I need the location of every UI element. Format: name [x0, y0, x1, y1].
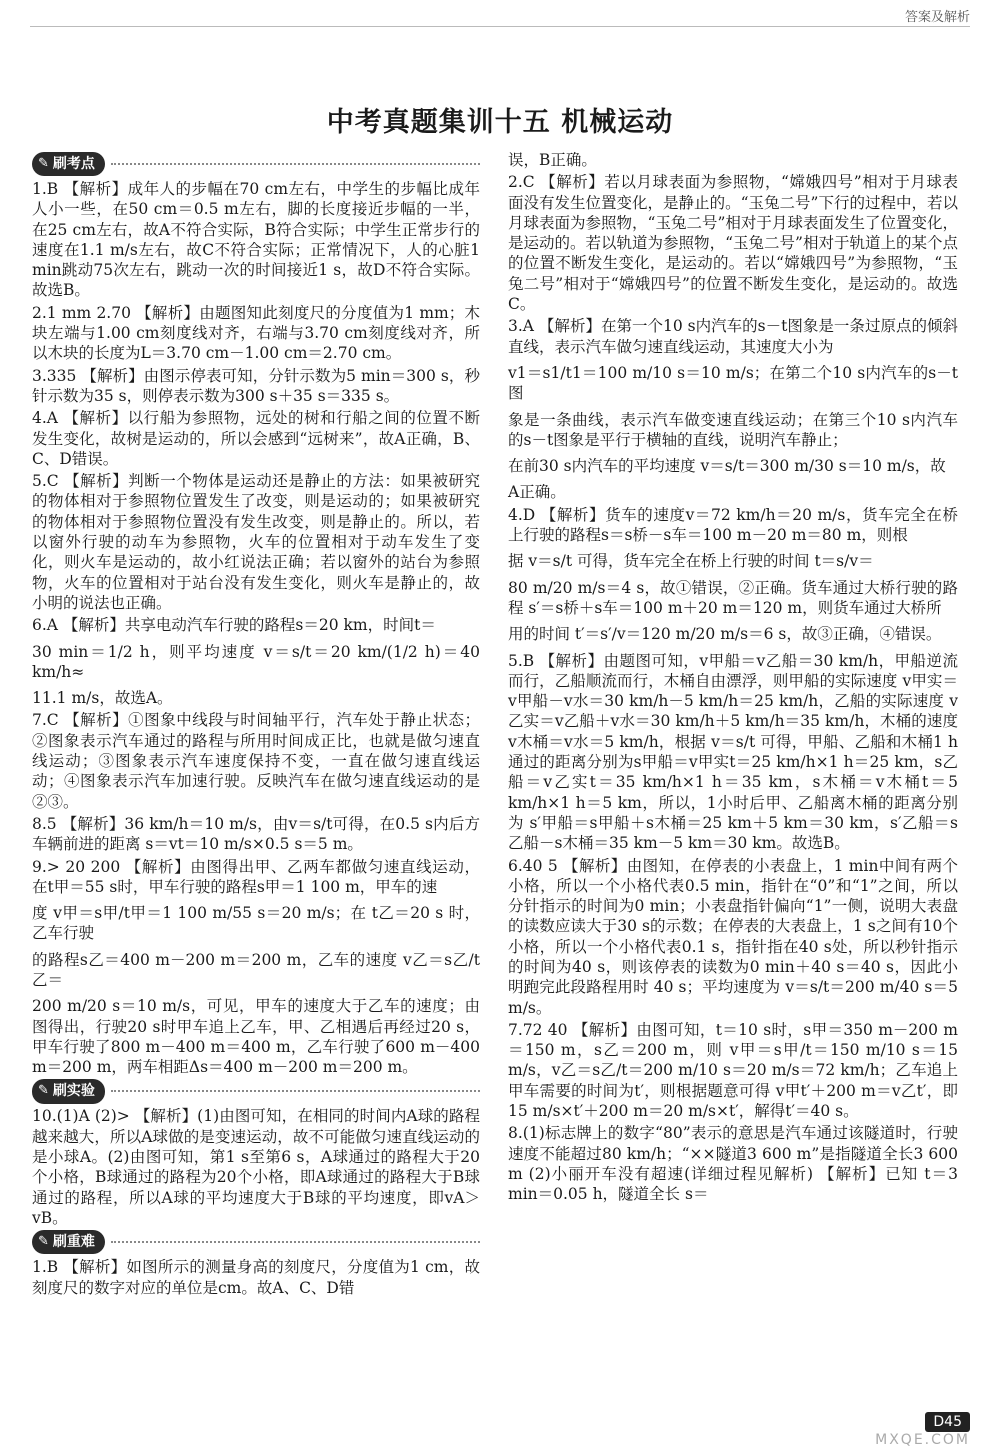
header-tag: 答案及解析: [904, 10, 970, 25]
answer-item: 80 m/20 m/s＝4 s，故①错误，②正确。货车通过大桥行驶的路程 s′＝s桥＋s车＝100 m＋20 m＝120 m，则货车通过大桥所: [508, 578, 958, 617]
answer-item: 据 v＝s/t 可得，货车完全在桥上行驶的时间 t＝s/v＝: [508, 552, 874, 571]
answer-item: 7.C 【解析】①图象中线段与时间轴平行，汽车处于静止状态；②图象表示汽车通过的路程与所用时间成正比，也就是做匀速直线运动；③图象表示汽车速度保持不变，一直在做匀速直线运动；④图象表示汽车加速行驶。反映汽车在做匀速直线运动的是②③。: [32, 711, 480, 811]
answer-item: 1.B 【解析】成年人的步幅在70 cm左右，中学生的步幅比成年人小一些，在50 cm＝0.5 m左右，脚的长度接近步幅的一半，在25 cm左右，故A不符合实际，B符合实际；中学生正常步行的速度在1.1 m/s左右，故C不符合实际；正常情况下，人的心脏1 min跳动75次左右，跳动一次的时间接近1 s，故D不符合实际。故选B。: [32, 180, 480, 300]
answer-item: 度 v甲＝s甲/t甲＝1 100 m/55 s＝20 m/s；在 t乙＝20 s 时，乙车行驶: [32, 904, 480, 943]
answer-item: 1.B 【解析】如图所示的测量身高的刻度尺，分度值为1 cm，故刻度尺的数字对应的单位是cm。故A、C、D错: [32, 1258, 480, 1297]
dotted-divider: [111, 163, 480, 165]
page-number: D45: [925, 1412, 970, 1432]
header-divider: [30, 26, 970, 27]
answer-item: 30 min＝1/2 h，则平均速度 v＝s/t＝20 km/(1/2 h)＝40 km/h≈: [32, 642, 480, 681]
page-title: 中考真题集训十五 机械运动: [326, 107, 674, 138]
answer-item: 6.A 【解析】共享电动汽车行驶的路程s＝20 km，时间t＝: [32, 616, 436, 635]
section-header-shiyan: [32, 1079, 480, 1103]
answer-item: 误，B正确。: [508, 151, 597, 169]
answer-item: 2.C 【解析】若以月球表面为参照物，“嫦娥四号”相对于月球表面没有发生位置变化，是静止的。“玉兔二号”下行的过程中，若以月球表面为参照物，“玉兔二号”相对于月球表面发生了位置变化，是运动的。若以轨道为参照物，“玉兔二号”相对于轨道上的某个点的位置不断发生变化，是运动的。若以“嫦娥四号”为参照物，“玉兔二号”相对于“嫦娥四号”的位置不断发生变化，是运动的。故选C。: [508, 173, 958, 314]
section-badge: ✎ 刷考点: [32, 152, 105, 176]
answer-item: 的路程s乙＝400 m－200 m＝200 m，乙车的速度 v乙＝s乙/t乙＝: [32, 950, 480, 989]
answer-item: 8.(1)标志牌上的数字“80”表示的意思是汽车通过该隧道时，行驶速度不能超过80 km/h；“××隧道3 600 m”是指隧道全长3 600 m (2)小丽开车没有超速(详细过程见解析) 【解析】已知 t＝3 min＝0.05 h，隧道全长 s＝: [508, 1124, 958, 1204]
answer-item: 在前30 s内汽车的平均速度 v＝s/t＝300 m/30 s＝10 m/s，故: [508, 457, 946, 476]
answer-item: 11.1 m/s，故选A。: [32, 689, 173, 708]
watermark: MXQE.COM: [875, 1432, 970, 1448]
section-header-zhongnan: [32, 1230, 480, 1254]
answer-item: 3.A 【解析】在第一个10 s内汽车的s－t图象是一条过原点的倾斜直线，表示汽车做匀速直线运动，其速度大小为: [508, 317, 958, 356]
answer-item: 8.5 【解析】36 km/h＝10 m/s，由v＝s/t可得，在0.5 s内后方车辆前进的距离 s＝vt＝10 m/s×0.5 s＝5 m。: [32, 814, 480, 854]
answer-item: 象是一条曲线，表示汽车做变速直线运动；在第三个10 s内汽车的s－t图象是平行于横轴的直线，说明汽车静止；: [508, 410, 958, 449]
dotted-divider: [111, 1090, 480, 1092]
answer-item: 4.A 【解析】以行船为参照物，远处的树和行船之间的位置不断发生变化，故树是运动的，所以会感到“远树来”，故A正确，B、C、D错误。: [32, 409, 480, 468]
answer-item: 4.D 【解析】货车的速度v＝72 km/h＝20 m/s，货车完全在桥上行驶的路程s＝s桥－s车＝100 m－20 m＝80 m，则根: [508, 505, 958, 545]
answer-item: v1＝s1/t1＝100 m/10 s＝10 m/s；在第二个10 s内汽车的s－t图: [508, 363, 958, 403]
left-column: [32, 150, 480, 1300]
dotted-divider: [111, 1241, 480, 1243]
answer-item: A正确。: [508, 483, 566, 502]
answer-item: 3.335 【解析】由图示停表可知，分针示数为5 min＝300 s，秒针示数为35 s，则停表示数为300 s＋35 s＝335 s。: [32, 366, 480, 405]
answer-item: 7.72 40 【解析】由图可知，t＝10 s时，s甲＝350 m－200 m＝150 m，s乙＝200 m，则 v甲＝s甲/t＝150 m/10 s＝15 m/s，v乙＝s乙/t＝200 m/10 s＝20 m/s＝72 km/h；乙车追上甲车需要的时间为t′，则根据题意可得 v甲t′＋200 m＝v乙t′，即15 m/s×t′＋200 m＝20 m/s×t′，解得t′＝40 s。: [508, 1020, 958, 1121]
answer-item: 10.(1)A (2)> 【解析】(1)由图可知，在相同的时间内A球的路程越来越大，所以A球做的是变速运动，故不可能做匀速直线运动的是小球A。(2)由图可知，第1 s至第6 s，A球通过的路程大于20个小格，B球通过的路程为20个小格，即A球通过的路程大于B球通过的路程，所以A球的平均速度大于B球的平均速度，即vA＞vB。: [32, 1107, 480, 1227]
answer-item: 6.40 5 【解析】由图知，在停表的小表盘上，1 min中间有两个小格，所以一个小格代表0.5 min，指针在“0”和“1”之间，所以分针指示的时间为0 min；小表盘指针偏向“1”一侧，说明大表盘的读数应读大于30 s的示数；在停表的大表盘上，1 s之间有10个小格，所以一个小格代表0.1 s，指针指在40 s处，所以秒针指示的时间为40 s，则该停表的读数为0 min＋40 s＝40 s，因此小明跑完此段路程用时 40 s；平均速度为 v＝s/t＝200 m/40 s＝5 m/s。: [508, 856, 958, 1017]
right-column: [508, 150, 958, 1207]
section-badge: ✎ 刷实验: [32, 1079, 105, 1103]
section-header-kaodian: [32, 152, 480, 176]
answer-item: 5.C 【解析】判断一个物体是运动还是静止的方法：如果被研究的物体相对于参照物位置发生了改变，则是运动的；如果被研究的物体相对于参照物位置没有发生改变，则是静止的。所以，若以窗外行驶的动车为参照物，火车的位置相对于动车发生了变化，则火车是运动的，故小红说法正确；若以窗外的站台为参照物，火车的位置相对于站台没有发生变化，则火车是静止的，故小明的说法也正确。: [32, 472, 480, 612]
pen-icon: ✎: [38, 1083, 49, 1099]
answer-item: 5.B 【解析】由题图可知，v甲船＝v乙船＝30 km/h，甲船逆流而行，乙船顺流而行，木桶自由漂浮，则甲船的实际速度 v甲实＝v甲船－v水＝30 km/h－5 km/h＝25 km/h，乙船的实际速度 v乙实＝v乙船＋v水＝30 km/h＋5 km/h＝35 km/h，木桶的速度 v木桶＝v水＝5 km/h，根据 v＝s/t 可得，甲船、乙船和木桶1 h通过的距离分别为s甲船＝v甲实t＝25 km/h×1 h＝25 km，s乙船＝v乙实t＝35 km/h×1 h＝35 km，s木桶＝v木桶t＝5 km/h×1 h＝5 km，所以，1小时后甲、乙船离木桶的距离分别为 s′甲船＝s甲船＋s木桶＝25 km＋5 km＝30 km，s′乙船＝s乙船－s木桶＝35 km－5 km＝30 km。故选B。: [508, 651, 958, 853]
section-badge: ✎ 刷重难: [32, 1230, 105, 1254]
pen-icon: ✎: [38, 1234, 49, 1250]
answer-item: 用的时间 t′＝s′/v＝120 m/20 m/s＝6 s，故③正确，④错误。: [508, 625, 942, 644]
answer-item: 200 m/20 s＝10 m/s，可见，甲车的速度大于乙车的速度；由图得出，行驶20 s时甲车追上乙车，甲、乙相遇后再经过20 s，甲车行驶了800 m－400 m＝400 m，乙车行驶了600 m－400 m＝200 m，两车相距Δs＝400 m－200 m＝200 m。: [32, 997, 480, 1077]
answer-item: 9.> 20 200 【解析】由图得出甲、乙两车都做匀速直线运动，在t甲＝55 s时，甲车行驶的路程s甲＝1 100 m，甲车的速: [32, 857, 480, 896]
pen-icon: ✎: [38, 155, 49, 171]
answer-item: 2.1 mm 2.70 【解析】由题图知此刻度尺的分度值为1 mm；木块左端与1.00 cm刻度线对齐，右端与3.70 cm刻度线对齐，所以木块的长度为L＝3.70 cm－1.00 cm＝2.70 cm。: [32, 303, 480, 363]
